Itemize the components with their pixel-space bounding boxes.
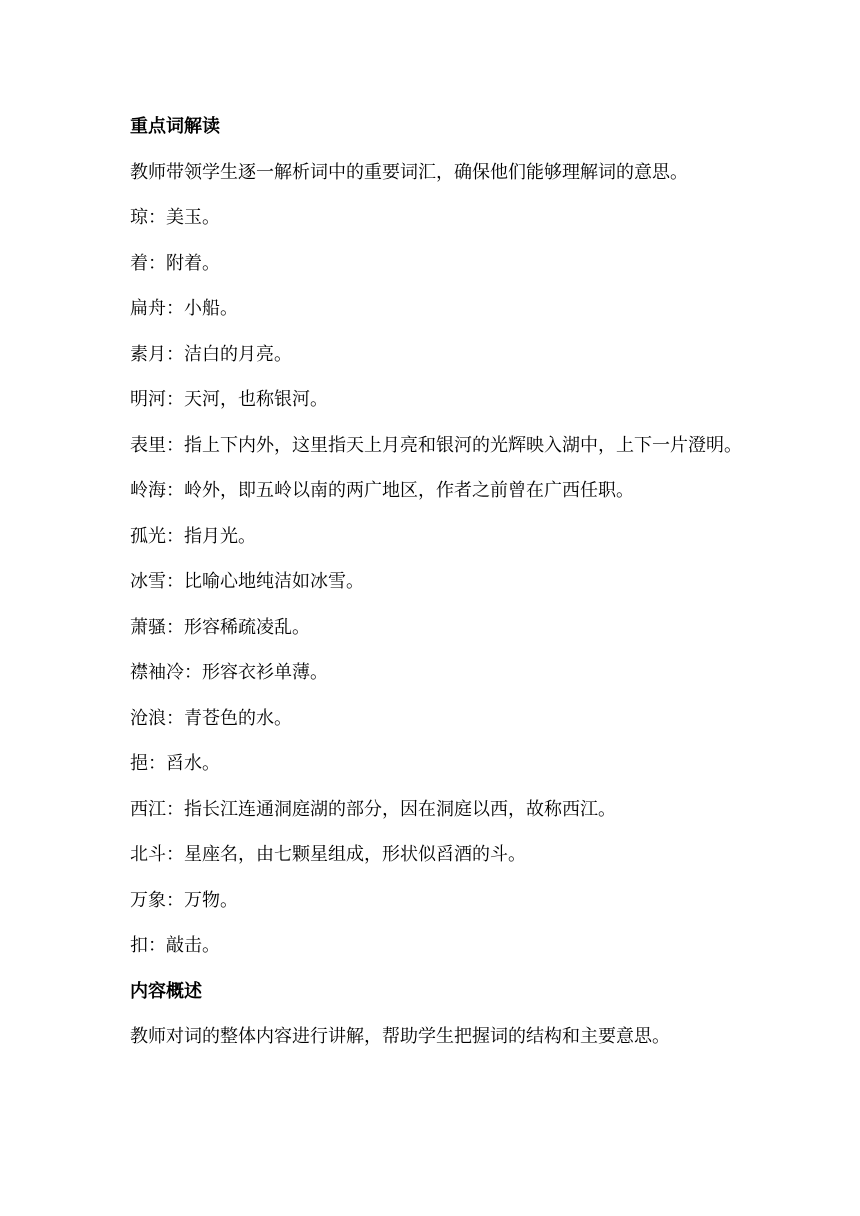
glossary-entry <box>130 338 750 372</box>
glossary-entry <box>130 747 750 781</box>
glossary-separator: ： <box>148 207 166 228</box>
glossary-separator: ： <box>166 343 184 365</box>
glossary-entry <box>130 201 750 235</box>
glossary-definition: 指月光。 <box>184 525 256 547</box>
glossary-term: 着 <box>130 252 148 274</box>
glossary-separator: ： <box>166 844 184 865</box>
glossary-definition: 形容衣衫单薄。 <box>202 662 328 683</box>
glossary-separator: ： <box>166 525 184 547</box>
glossary-definition: 比喻心地纯洁如冰雪。 <box>184 571 364 592</box>
section-heading-key-words: 重点词解读 <box>130 116 220 137</box>
glossary-definition: 敲击。 <box>166 935 220 956</box>
glossary-term: 冰雪 <box>130 571 166 592</box>
glossary-term: 西江 <box>130 798 166 820</box>
glossary-separator: ： <box>166 571 184 592</box>
glossary-definition: 美玉。 <box>166 207 220 228</box>
glossary-separator: ： <box>148 252 166 274</box>
glossary-definition: 小船。 <box>184 298 238 319</box>
glossary-term: 表里 <box>130 434 166 456</box>
glossary-separator: ： <box>166 707 184 729</box>
glossary-term: 岭海 <box>130 480 166 501</box>
glossary-entry <box>130 793 750 827</box>
glossary-term: 万象 <box>130 889 166 911</box>
glossary-entry <box>130 520 750 554</box>
glossary-definition: 指长江连通洞庭湖的部分，因在洞庭以西，故称西江。 <box>184 798 616 820</box>
glossary-entry <box>130 884 750 918</box>
glossary-separator: ： <box>184 662 202 683</box>
glossary-entry <box>130 247 750 281</box>
glossary-definition: 天河，也称银河。 <box>184 389 328 410</box>
glossary-entry <box>130 838 750 872</box>
glossary-definition: 附着。 <box>166 252 220 274</box>
glossary-entry <box>130 565 750 599</box>
glossary-separator: ： <box>148 935 166 956</box>
glossary-entry <box>130 656 750 690</box>
glossary-separator: ： <box>166 798 184 820</box>
glossary-entry <box>130 474 750 508</box>
glossary-term: 挹 <box>130 753 148 774</box>
glossary-term: 扁舟 <box>130 298 166 319</box>
glossary-list <box>130 201 750 963</box>
glossary-term: 萧骚 <box>130 616 166 638</box>
section-intro-key-words: 教师带领学生逐一解析词中的重要词汇，确保他们能够理解词的意思。 <box>130 161 688 183</box>
section-heading-content-summary: 内容概述 <box>130 980 202 1002</box>
glossary-definition: 青苍色的水。 <box>184 707 292 729</box>
glossary-term: 琼 <box>130 207 148 228</box>
glossary-separator: ： <box>166 434 184 456</box>
glossary-separator: ： <box>166 616 184 638</box>
glossary-separator: ： <box>166 298 184 319</box>
glossary-entry <box>130 292 750 326</box>
document-body <box>130 110 750 1066</box>
glossary-entry <box>130 611 750 645</box>
glossary-entry <box>130 702 750 736</box>
glossary-definition: 岭外，即五岭以南的两广地区，作者之前曾在广西任职。 <box>184 480 634 501</box>
glossary-term: 明河 <box>130 389 166 410</box>
glossary-definition: 洁白的月亮。 <box>184 343 292 365</box>
glossary-definition: 万物。 <box>184 889 238 911</box>
glossary-definition: 舀水。 <box>166 753 220 774</box>
glossary-term: 襟袖冷 <box>130 662 184 683</box>
glossary-definition: 星座名，由七颗星组成，形状似舀酒的斗。 <box>184 844 526 865</box>
glossary-term: 孤光 <box>130 525 166 547</box>
glossary-entry <box>130 383 750 417</box>
glossary-entry <box>130 929 750 963</box>
glossary-term: 沧浪 <box>130 707 166 729</box>
glossary-separator: ： <box>166 889 184 911</box>
glossary-term: 北斗 <box>130 844 166 865</box>
glossary-definition: 形容稀疏凌乱。 <box>184 616 310 638</box>
glossary-separator: ： <box>148 753 166 774</box>
glossary-separator: ： <box>166 480 184 501</box>
section-intro-content-summary: 教师对词的整体内容进行讲解，帮助学生把握词的结构和主要意思。 <box>130 1026 670 1047</box>
glossary-term: 素月 <box>130 343 166 365</box>
glossary-definition: 指上下内外，这里指天上月亮和银河的光辉映入湖中，上下一片澄明。 <box>184 434 742 456</box>
glossary-entry <box>130 429 750 463</box>
glossary-term: 扣 <box>130 935 148 956</box>
glossary-separator: ： <box>166 389 184 410</box>
